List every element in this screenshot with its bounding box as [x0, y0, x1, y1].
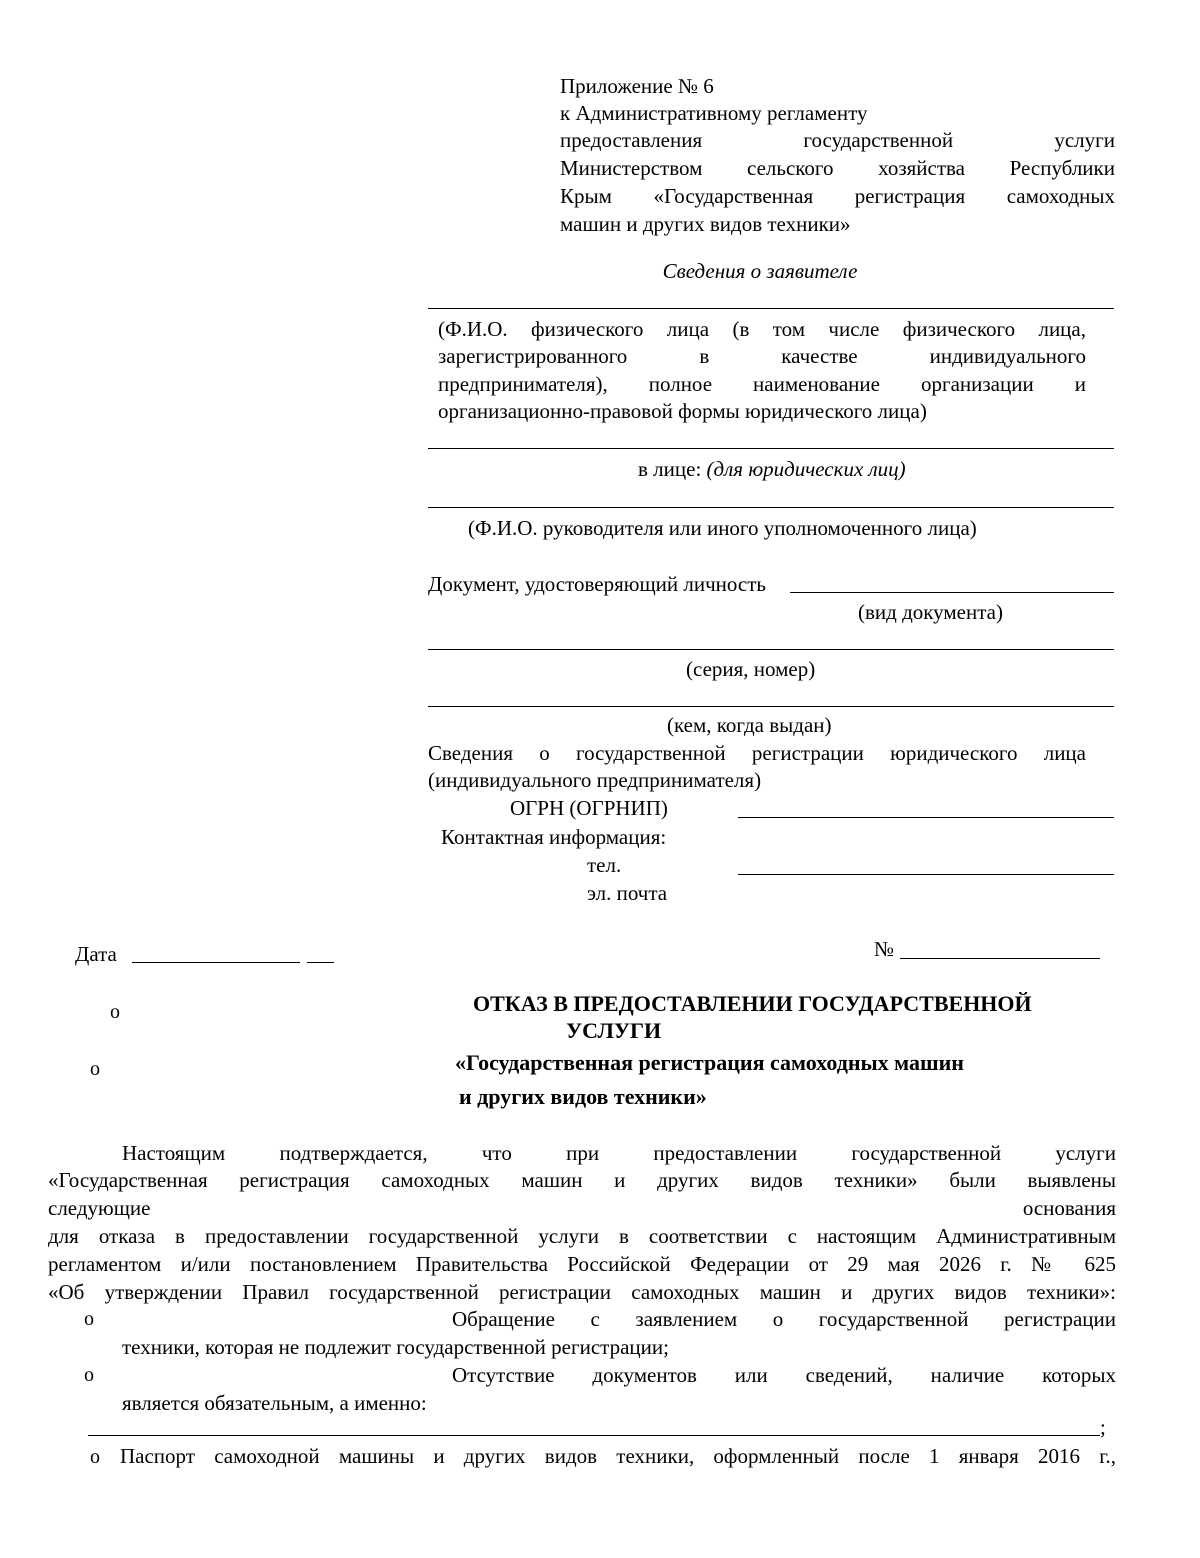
refusal-title-line1: ОТКАЗ В ПРЕДОСТАВЛЕНИИ ГОСУДАРСТВЕННОЙ [473, 991, 1032, 1016]
missing-docs-line [88, 1435, 1100, 1436]
missing-docs-end: ; [1100, 1415, 1106, 1439]
bullet-marker: o [84, 1308, 94, 1330]
bullet-marker: o [90, 1058, 100, 1080]
issued-caption: (кем, когда выдан) [667, 713, 832, 737]
email-label: эл. почта [587, 881, 668, 905]
date-label: Дата [75, 942, 117, 966]
appendix-line6: машин и других видов техники» [560, 212, 851, 236]
appendix-line4: Министерством сельского хозяйства Республики [560, 156, 1115, 180]
bullet-marker: o [110, 1001, 120, 1023]
bullet-marker: o [90, 1446, 100, 1468]
id-doc-label: Документ, удостоверяющий личность [428, 572, 766, 596]
fio-line [428, 308, 1114, 309]
appendix-line5: Крым «Государственная регистрация самоходных [560, 184, 1115, 208]
registration-line2: (индивидуального предпринимателя) [428, 768, 762, 792]
doc-type-line [790, 592, 1114, 593]
bullet-marker: o [84, 1364, 94, 1386]
applicant-title: Сведения о заявителе [662, 259, 858, 283]
refusal-subtitle-line1: «Государственная регистрация самоходных машин [455, 1050, 964, 1075]
contact-label: Контактная информация: [441, 825, 667, 849]
series-caption: (серия, номер) [686, 657, 816, 681]
represented-by: в лице: (для юридических лиц) [638, 457, 906, 481]
doc-type-caption: (вид документа) [858, 600, 1003, 624]
date-line [132, 962, 300, 963]
head-line [428, 507, 1114, 508]
registration-line1: Сведения о государственной регистрации юридического лица [428, 741, 1086, 765]
appendix-regulation: к Административному регламенту [560, 101, 868, 125]
refusal-subtitle-line2: и других видов техники» [459, 1084, 707, 1109]
date-line-tail [307, 962, 334, 963]
org-line [428, 448, 1114, 449]
ogrn-line [738, 817, 1114, 818]
appendix-number: Приложение № 6 [560, 74, 714, 98]
series-line [428, 649, 1114, 650]
issued-line [428, 706, 1114, 707]
phone-line [738, 874, 1114, 875]
appendix-line3: предоставления государственной услуги [560, 128, 1115, 152]
number-line [900, 958, 1100, 959]
number-label: № [874, 937, 895, 961]
refusal-title-line2: УСЛУГИ [566, 1018, 662, 1043]
ogrn-label: ОГРН (ОГРНИП) [510, 796, 668, 820]
head-caption: (Ф.И.О. руководителя или иного уполномоченного лица) [468, 516, 977, 540]
phone-label: тел. [587, 853, 622, 877]
